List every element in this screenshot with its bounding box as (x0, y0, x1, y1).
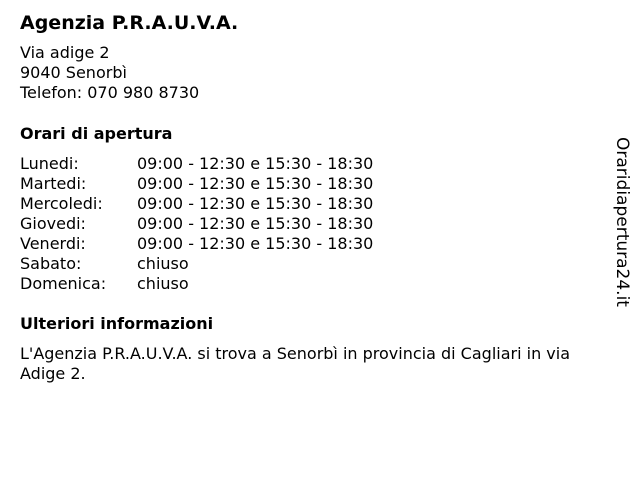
day-label: Martedi: (20, 174, 87, 193)
hours-row-thursday (20, 214, 373, 234)
phone-number: Telefon: 070 980 8730 (20, 83, 200, 102)
business-name: Agenzia P.R.A.U.V.A. (20, 12, 239, 34)
hours-row-tuesday (20, 174, 373, 194)
time-value: chiuso (137, 254, 189, 273)
hours-row-sunday (20, 274, 373, 294)
time-value: 09:00 - 12:30 e 15:30 - 18:30 (137, 194, 374, 213)
day-label: Sabato: (20, 254, 82, 273)
time-value: 09:00 - 12:30 e 15:30 - 18:30 (137, 154, 374, 173)
day-label: Giovedi: (20, 214, 86, 233)
day-label: Venerdi: (20, 234, 86, 253)
day-label: Domenica: (20, 274, 107, 293)
site-brand-watermark: Oraridiapertura24.it (612, 137, 632, 307)
street-address: Via adige 2 (20, 43, 110, 62)
day-label: Lunedi: (20, 154, 79, 173)
additional-info-text: L'Agenzia P.R.A.U.V.A. si trova a Senorbì in provincia di Cagliari in via Adige 2. (20, 344, 571, 383)
time-value: 09:00 - 12:30 e 15:30 - 18:30 (137, 174, 374, 193)
additional-info-heading: Ulteriori informazioni (20, 314, 214, 333)
hours-row-saturday (20, 254, 373, 274)
time-value: chiuso (137, 274, 189, 293)
hours-row-wednesday (20, 194, 373, 214)
city-postal: 9040 Senorbì (20, 63, 127, 82)
time-value: 09:00 - 12:30 e 15:30 - 18:30 (137, 214, 374, 233)
day-label: Mercoledi: (20, 194, 103, 213)
address-block (20, 43, 199, 103)
opening-hours-table (20, 154, 373, 294)
opening-hours-heading: Orari di apertura (20, 124, 173, 143)
hours-row-friday (20, 234, 373, 254)
hours-row-monday (20, 154, 373, 174)
time-value: 09:00 - 12:30 e 15:30 - 18:30 (137, 234, 374, 253)
